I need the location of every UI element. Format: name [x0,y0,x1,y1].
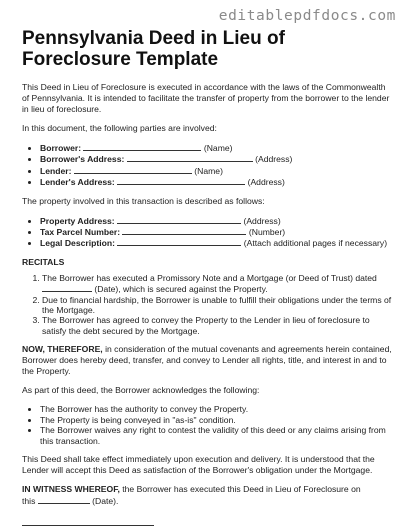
field-label: Legal Description: [40,238,115,249]
field-label: Borrower: [40,143,82,153]
list-item [40,226,394,237]
list-item [40,153,394,164]
parties-intro: In this document, the following parties are involved: [22,123,217,133]
parties-list [22,142,394,188]
recitals-heading: RECITALS [22,256,65,267]
list-item [40,165,394,176]
field-hint: (Name) [203,143,233,153]
effect-paragraph: This Deed shall take effect immediately upon execution and delivery. It is understood that the Lender will accept this Deed as satisfaction of the Borrower's obligation under the Mortgage. [22,453,375,475]
document-page [22,28,394,526]
list-item [42,273,394,295]
list-item: • The Borrower has the authority to convey the Property. [40,404,394,414]
field-label: Lender: [40,165,72,176]
field-label: Tax Parcel Number: [40,227,121,238]
property-intro: The property involved in this transaction is described as follows: [22,195,265,206]
field-label: Property Address: [40,215,115,226]
recital-text: The Borrower has agreed to convey the Property to the Lender in lieu of foreclosure to satisfy the debt secured by the Mortgage. [42,315,370,336]
recitals-list [22,273,394,336]
list-item [40,215,394,226]
field-hint: (Attach additional pages if necessary) [243,238,388,249]
lender-address-field[interactable] [117,176,245,185]
mortgage-date-field[interactable] [42,283,92,292]
page-title: Pennsylvania Deed in Lieu of Foreclosure Template [22,28,285,70]
legal-description-field[interactable] [117,237,241,246]
list-item [40,237,394,248]
now-therefore-lead: NOW, THEREFORE, [22,344,103,355]
list-item [40,142,394,153]
signature-line[interactable] [22,525,154,526]
now-therefore-text: in consideration of the mutual covenants and agreements herein contained, Borrower does hereby deed, transfer, and convey to Lender all rights, title, and interest in and to the Property. [22,344,392,377]
witness-text: this [22,495,38,506]
witness-text: the Borrower has executed this Deed in Lieu of Foreclosure on [119,483,361,494]
lender-name-field[interactable] [74,165,192,174]
acknowledgements-list [22,404,394,446]
recital-text: (Date), which is secured against the Property. [92,284,268,295]
field-label: Borrower's Address: [40,154,125,165]
watermark: editablepdfdocs.com [218,8,396,24]
field-hint: (Address) [255,154,293,165]
intro-paragraph: This Deed in Lieu of Foreclosure is executed in accordance with the laws of the Commonwealth of Pennsylvania. It is intended to facilitate the transfer of property from the borrower to the lender in lieu of foreclosure. [22,82,390,114]
now-therefore-paragraph [22,344,394,377]
field-label: Lender's Address: [40,177,115,188]
witness-text: (Date). [89,495,119,506]
borrower-address-field[interactable] [127,153,253,162]
borrower-name-field[interactable] [83,142,201,151]
property-list [22,215,394,249]
property-address-field[interactable] [117,215,241,224]
witness-paragraph [22,484,394,507]
tax-parcel-field[interactable] [122,226,246,235]
recital-text: Due to financial hardship, the Borrower is unable to fulfill their obligations under the terms of the Mortgage. [42,294,392,316]
field-hint: (Address) [243,215,281,226]
acknowledge-intro: As part of this deed, the Borrower acknowledges the following: [22,385,260,396]
recital-text: The Borrower has executed a Promissory Note and a Mortgage (or Deed of Trust) dated [42,272,377,283]
list-item [40,176,394,187]
list-item [42,315,394,336]
list-item: • The Property is being conveyed in "as-is" condition. [40,415,394,425]
list-item [42,295,394,316]
field-hint: (Address) [247,177,285,188]
witness-lead: IN WITNESS WHEREOF, [22,483,120,494]
witness-date-field[interactable] [38,495,90,504]
field-hint: (Number) [248,227,286,238]
list-item: • The Borrower waives any right to contest the validity of this deed or any claims arising from this transaction. [40,425,394,446]
field-hint: (Name) [194,165,223,176]
